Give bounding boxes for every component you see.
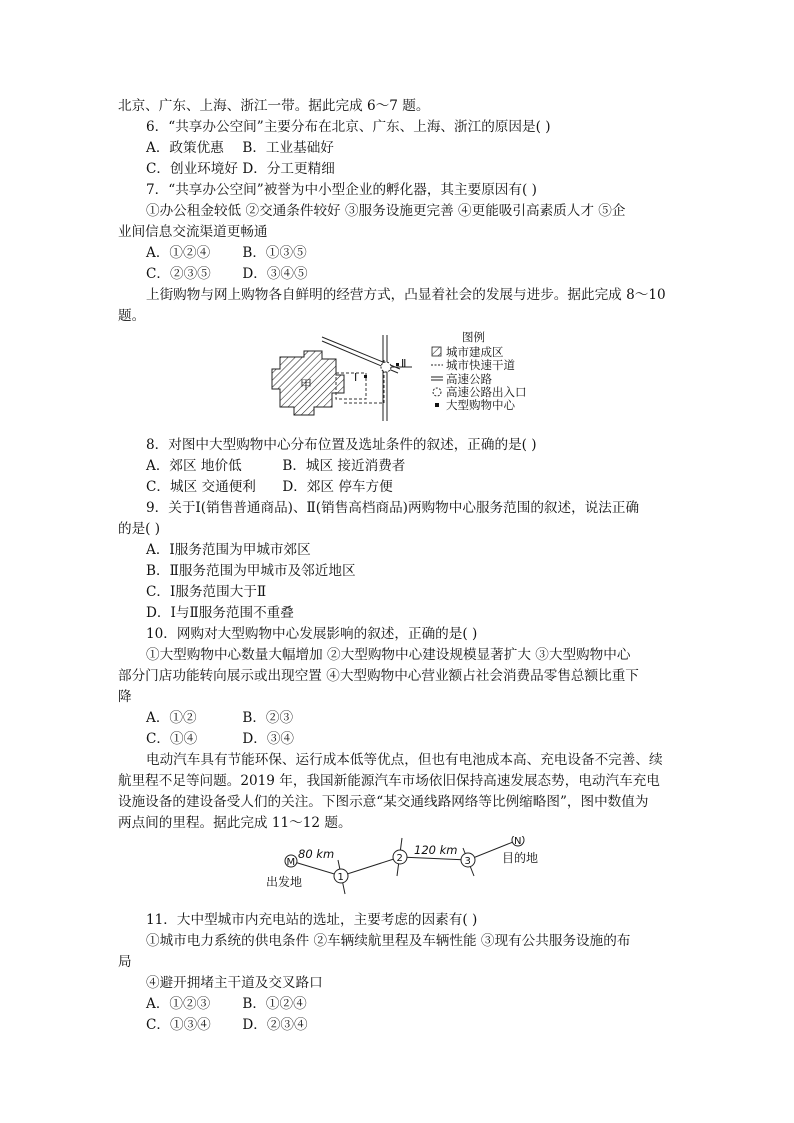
intro-11-12-line4: 两点间的里程。据此完成 11～12 题。: [118, 815, 352, 831]
legend-exit-swatch: [433, 388, 441, 396]
q10-option-b[interactable]: B．②③: [242, 710, 294, 726]
q11-options-row2: [118, 1015, 678, 1036]
node-1-label: 1: [337, 872, 344, 883]
q7-items-line1: ①办公租金较低 ②交通条件较好 ③服务设施更完善 ④更能吸引高素质人才 ⑤企: [146, 203, 626, 219]
map-legend: [431, 330, 527, 412]
shopping-center-2-label: Ⅱ: [401, 357, 407, 370]
node-3-label: 3: [464, 856, 471, 867]
q8-option-b[interactable]: B．城区 接近消费者: [282, 458, 406, 474]
q7-option-a[interactable]: A．①②④: [146, 245, 211, 261]
distance-80-label: 80 km: [298, 847, 335, 861]
q7-stem: 7．“共享办公空间”被誉为中小型企业的孵化器，其主要原因有( ): [146, 182, 537, 198]
q7-option-b[interactable]: B．①③⑤: [242, 245, 307, 261]
q11-stem: 11．大中型城市内充电站的选址，主要考虑的因素有( ): [146, 912, 478, 928]
q10-stem: 10．网购对大型购物中心发展影响的叙述，正确的是( ): [146, 626, 478, 642]
q11-option-a[interactable]: A．①②③: [146, 996, 211, 1012]
q10-option-d[interactable]: D．③④: [242, 731, 295, 747]
legend-mall-swatch: [435, 403, 439, 407]
q10-items-line2: 部分门店功能转向展示或出现空置 ④大型购物中心营业额占社会消费品零售总额比重下: [118, 668, 639, 684]
q7-options-row2: [118, 264, 678, 285]
q9-option-d[interactable]: D．Ⅰ与Ⅱ服务范围不重叠: [146, 605, 294, 621]
map-figure-svg: [118, 329, 678, 429]
q6-option-a[interactable]: A．政策优惠: [146, 140, 224, 156]
q8-stem: 8．对图中大型购物中心分布位置及选址条件的叙述，正确的是( ): [146, 437, 537, 453]
legend-title: 图例: [462, 330, 485, 344]
q9-option-a[interactable]: A．Ⅰ服务范围为甲城市郊区: [146, 542, 311, 558]
q8-option-d[interactable]: D．郊区 停车方便: [282, 479, 393, 495]
city-label: 甲: [300, 378, 313, 392]
legend-built-up-swatch: [432, 347, 441, 356]
q6-option-b[interactable]: B．工业基础好: [242, 140, 334, 156]
q10-items-line3: 降: [118, 689, 132, 705]
legend-mall-label: 大型购物中心: [446, 398, 515, 412]
q11-options-row1: [118, 994, 678, 1015]
intro-11-12-line1: 电动汽车具有节能环保、运行成本低等优点，但也有电池成本高、充电设备不完善、续: [146, 752, 663, 768]
q9-option-b[interactable]: B．Ⅱ服务范围为甲城市及邻近地区: [146, 563, 356, 579]
q8-option-c[interactable]: C．城区 交通便利: [146, 479, 256, 495]
q6-options-row1: [118, 138, 678, 159]
route-network-map: [118, 836, 678, 906]
city-expressway: [344, 359, 384, 403]
q6-stem: 6．“共享办公空间”主要分布在北京、广东、上海、浙江的原因是( ): [146, 119, 551, 135]
q7-options-row1: [118, 243, 678, 264]
shopping-center-1-label: Ⅰ: [354, 371, 358, 384]
q6-option-c[interactable]: C．创业环境好: [146, 161, 238, 177]
q10-option-a[interactable]: A．①②: [146, 710, 197, 726]
q11-option-b[interactable]: B．①②④: [242, 996, 307, 1012]
intro-11-12-line2: 航里程不足等问题。2019 年，我国新能源汽车市场依旧保持高速发展态势，电动汽车充电: [118, 773, 660, 789]
q8-option-a[interactable]: A．郊区 地价低: [146, 458, 242, 474]
q11-option-c[interactable]: C．①③④: [146, 1017, 211, 1033]
intro-11-12-line3: 设施设备的建设备受人们的关注。下图示意“某交通线路网络等比例缩略图”，图中数值为: [118, 794, 649, 810]
legend-expressway-label: 城市快速干道: [446, 358, 515, 372]
shopping-center-2-marker: [396, 363, 399, 366]
shopping-center-1-marker: [364, 375, 367, 378]
q10-options-row2: [118, 729, 678, 750]
q11-option-d[interactable]: D．②③④: [242, 1017, 308, 1033]
q9-stem-line1: 9．关于Ⅰ(销售普通商品)、Ⅱ(销售高档商品)两购物中心服务范围的叙述，说法正确: [146, 500, 640, 516]
start-node-label: M: [286, 857, 296, 868]
map-shopping-centers: [118, 329, 678, 429]
q9-stem-line2: 的是( ): [118, 521, 161, 537]
q8-options-row1: [118, 456, 678, 477]
highway-exit-circle: [381, 362, 391, 372]
route-figure-svg: [118, 836, 678, 906]
q6-option-d[interactable]: D．分工更精细: [242, 161, 335, 177]
legend-exit-label: 高速公路出入口: [446, 385, 527, 399]
q10-options-row1: [118, 708, 678, 729]
q10-items-line1: ①大型购物中心数量大幅增加 ②大型购物中心建设规模显著扩大 ③大型购物中心: [146, 647, 631, 663]
end-place-label: 目的地: [502, 851, 539, 865]
intro-6-7: 北京、广东、上海、浙江一带。据此完成 6～7 题。: [118, 98, 430, 114]
distance-120-label: 120 km: [414, 843, 458, 857]
node-2-label: 2: [396, 853, 403, 864]
end-node-label: N: [514, 836, 522, 847]
q8-options-row2: [118, 477, 678, 498]
legend-highway-label: 高速公路: [446, 372, 492, 386]
intro-8-10-line1: 上街购物与网上购物各自鲜明的经营方式，凸显着社会的发展与进步。据此完成 8～10: [146, 287, 666, 303]
q9-option-c[interactable]: C．Ⅰ服务范围大于Ⅱ: [146, 584, 267, 600]
q11-items-line2: 局: [118, 954, 132, 970]
document-page: [118, 96, 678, 1036]
intro-8-10-line2: 题。: [118, 308, 146, 324]
q7-option-c[interactable]: C．②③⑤: [146, 266, 211, 282]
q11-items-line3: ④避开拥堵主干道及交叉路口: [146, 975, 323, 991]
q11-items-line1: ①城市电力系统的供电条件 ②车辆续航里程及车辆性能 ③现有公共服务设施的布: [146, 933, 631, 949]
q7-items-line2: 业间信息交流渠道更畅通: [118, 224, 268, 240]
q10-option-c[interactable]: C．①④: [146, 731, 198, 747]
q6-options-row2: [118, 159, 678, 180]
legend-built-up-label: 城市建成区: [446, 345, 504, 359]
q7-option-d[interactable]: D．③④⑤: [242, 266, 308, 282]
start-place-label: 出发地: [266, 875, 303, 889]
